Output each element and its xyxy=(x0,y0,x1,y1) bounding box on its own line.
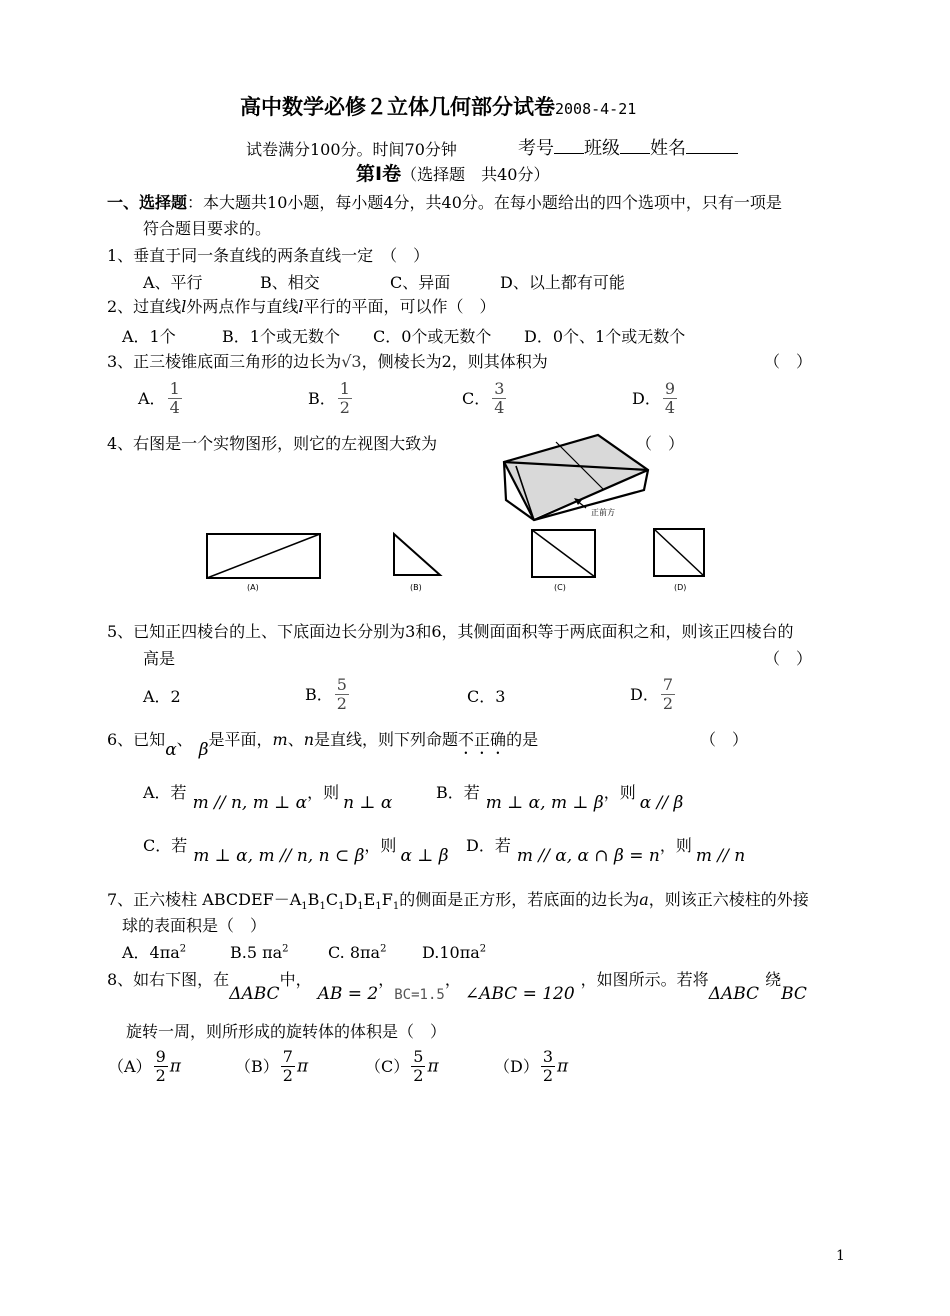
q1-stem-text: 1、垂直于同一条直线的两条直线一定 （ ） xyxy=(107,246,430,265)
q6-d-label: D．若 xyxy=(466,836,511,855)
q8-d-den: 2 xyxy=(542,1066,554,1085)
q4-b-label: (B) xyxy=(410,583,422,592)
q6-c-res: α ⊥ β xyxy=(400,846,449,866)
q6-option-b[interactable] xyxy=(436,783,684,813)
q7-sub-f: 1 xyxy=(392,901,400,913)
q5-option-b[interactable] xyxy=(305,676,351,713)
q3-a-label: A． xyxy=(138,388,166,408)
q5-b-label: B． xyxy=(305,684,333,704)
q3-paren-text: （ ） xyxy=(764,352,813,371)
q2-d-text: D．0个、1个或无数个 xyxy=(524,327,686,346)
q4-front-label: 正前方 xyxy=(591,508,615,517)
name-blank[interactable] xyxy=(686,139,738,154)
q2-c-text: C．0个或无数个 xyxy=(373,327,492,346)
q1-d-text: D、以上都有可能 xyxy=(500,273,625,292)
title-date: 2008-4-21 xyxy=(555,100,637,118)
q3-c-den: 4 xyxy=(494,398,505,417)
q8-b-num: 7 xyxy=(282,1047,293,1066)
q8-d-pi: π xyxy=(557,1056,569,1077)
q4-d-label: (D) xyxy=(674,583,687,592)
q6-d-res: m // n xyxy=(695,846,746,866)
q3-sqrt: √3 xyxy=(341,352,362,371)
q5-d-num: 7 xyxy=(662,675,674,694)
q8-stem-a: 8、如右下图，在 xyxy=(107,970,230,989)
q8-triangle-1: ΔABC xyxy=(229,984,280,1004)
q7-a-text: A．4πa xyxy=(122,943,180,962)
q7-option-b[interactable] xyxy=(230,943,289,962)
class-blank[interactable] xyxy=(620,139,650,154)
page-number xyxy=(836,1248,845,1265)
q5-d-frac xyxy=(661,676,675,713)
q4-a-label: (A) xyxy=(247,583,259,592)
q3-d-num: 9 xyxy=(664,379,676,398)
q6-d-cond: m // α, α ∩ β = n xyxy=(516,846,660,866)
q6-c-then: ，则 xyxy=(364,836,397,855)
q4-b-triangle xyxy=(394,534,440,575)
q8-rot: 绕 xyxy=(765,970,782,989)
q8-ab: AB = 2 xyxy=(317,984,379,1004)
q4-c-diagonal xyxy=(532,530,595,577)
q6-a-label: A．若 xyxy=(143,783,187,802)
class-label: 班级 xyxy=(584,138,620,159)
q4-option-d-figure[interactable] xyxy=(652,527,712,594)
q6-n: n xyxy=(303,730,315,749)
q5-paren-text: （ ） xyxy=(764,649,813,668)
q5-stem-line1: 5、已知正四棱台的上、下底面边长分别为3和6，其侧面面积等于两底面积之和，则该正四棱台的 xyxy=(107,622,794,641)
q1-c-text: C、异面 xyxy=(390,273,451,292)
q4-a-diagonal xyxy=(207,534,320,578)
q3-b-label: B． xyxy=(308,388,336,408)
q8-d-num: 3 xyxy=(542,1047,554,1066)
question-1-stem xyxy=(107,246,429,265)
q4-solid-figure xyxy=(494,430,654,525)
q8-bc2: BC xyxy=(781,984,807,1004)
name-label: 姓名 xyxy=(650,138,686,159)
q8-c-frac xyxy=(411,1048,425,1085)
q7-option-d[interactable] xyxy=(422,943,486,962)
page-title xyxy=(240,95,636,120)
q3-paren xyxy=(764,352,812,371)
q6-b-then: ，则 xyxy=(603,783,636,802)
q2-option-c[interactable] xyxy=(373,327,491,346)
q3-option-c[interactable] xyxy=(462,380,508,417)
q8-c-pi: π xyxy=(427,1056,439,1077)
q5-a-text: A．2 xyxy=(143,687,181,706)
q6-a-cond: m // n, m ⊥ α xyxy=(192,793,308,813)
title-text: 高中数学必修２立体几何部分试卷 xyxy=(240,95,555,119)
question-7-stem-2 xyxy=(122,916,266,935)
q5-d-den: 2 xyxy=(662,694,674,713)
q8-option-c[interactable] xyxy=(365,1048,439,1085)
q8-comma-1: ， xyxy=(378,970,395,989)
exam-no-blank[interactable] xyxy=(554,139,584,154)
question-2-stem xyxy=(107,297,495,316)
q4-paren-text: （ ） xyxy=(636,434,685,453)
question-3-stem xyxy=(107,352,548,371)
q5-b-den: 2 xyxy=(336,694,347,713)
q2-line-var-1: l xyxy=(181,297,187,316)
q8-a-pi: π xyxy=(169,1056,181,1077)
q6-stem-e: 的是 xyxy=(506,730,539,749)
q6-not-correct: 不正确 xyxy=(458,730,507,749)
q7-option-c[interactable] xyxy=(328,943,386,962)
q5-stem-line2: 高是 xyxy=(143,649,176,668)
q2-option-b[interactable] xyxy=(222,327,340,346)
page-number-text: 1 xyxy=(836,1248,845,1264)
q3-option-b[interactable] xyxy=(308,380,354,417)
q3-b-num: 1 xyxy=(339,379,350,398)
question-5-stem-2 xyxy=(143,649,175,668)
q6-stem-b: 是平面， xyxy=(208,730,273,749)
q1-option-d[interactable] xyxy=(500,273,625,292)
q8-b-label: （B） xyxy=(235,1056,279,1076)
q3-stem-a: 3、正三棱锥底面三角形的边长为 xyxy=(107,352,342,371)
q3-option-d[interactable] xyxy=(632,380,679,417)
q7-stem-a: 7、正六棱柱 ABCDEF－A xyxy=(107,890,302,909)
exam-info xyxy=(246,140,457,159)
q6-paren xyxy=(700,730,748,749)
q3-b-den: 2 xyxy=(339,398,350,417)
q6-a-res: n ⊥ α xyxy=(343,793,393,813)
q8-d-label: （D） xyxy=(494,1056,539,1076)
q1-option-c[interactable] xyxy=(390,273,450,292)
question-8-stem xyxy=(107,970,807,1004)
q5-option-a[interactable] xyxy=(143,687,181,706)
q8-a-den: 2 xyxy=(155,1066,166,1085)
question-4-stem xyxy=(107,434,437,453)
section-desc-2 xyxy=(143,219,271,238)
q4-option-c-figure[interactable] xyxy=(530,528,600,594)
q8-b-frac xyxy=(281,1048,295,1085)
q8-comma-2: ， xyxy=(444,970,461,989)
q6-beta: β xyxy=(198,740,209,760)
section-desc-line1: ：本大题共10小题，每小题4分，共40分。在每小题给出的四个选项中，只有一项是 xyxy=(187,193,782,212)
q8-bc: BC=1.5 xyxy=(394,987,445,1003)
q5-option-c[interactable] xyxy=(467,687,505,706)
q7-sub-a: 1 xyxy=(301,901,308,913)
q7-sub-b: 1 xyxy=(319,901,326,913)
part-note: （选择题 共40分） xyxy=(401,165,550,184)
q7-a-sup: 2 xyxy=(179,943,187,955)
q1-option-b[interactable] xyxy=(260,273,320,292)
q6-alpha: α xyxy=(165,740,177,760)
question-6-stem xyxy=(107,730,538,758)
q1-b-text: B、相交 xyxy=(260,273,320,292)
q1-option-a[interactable] xyxy=(143,273,203,292)
q2-a-text: A．1个 xyxy=(122,327,176,346)
q8-a-frac xyxy=(154,1048,168,1085)
q8-b-den: 2 xyxy=(282,1066,293,1085)
question-8-stem-2 xyxy=(126,1022,446,1041)
q4-option-b-figure[interactable] xyxy=(390,530,450,594)
q6-option-c[interactable] xyxy=(143,836,449,866)
q8-c-den: 2 xyxy=(413,1066,424,1085)
q3-stem-b: ，侧棱长为2，则其体积为 xyxy=(361,352,548,371)
q7-sub-c: 1 xyxy=(338,901,345,913)
question-7-stem: 7、正六棱柱 $ABCDEF-A_1B_1C_1D_1E_1F_1$的侧面是正方形，若底面的边长为a，则该正六棱柱的外接 xyxy=(107,890,809,913)
section-desc-line2: 符合题目要求的。 xyxy=(143,219,272,238)
q6-b-cond: m ⊥ α, m ⊥ β xyxy=(485,793,604,813)
exam-info-text: 试卷满分100分。时间70分钟 xyxy=(246,140,457,159)
q8-option-a[interactable] xyxy=(108,1048,181,1085)
q7-sub-e: 1 xyxy=(375,901,382,913)
q7-b-text: B.5 πa xyxy=(230,943,283,962)
q6-option-d[interactable] xyxy=(466,836,746,866)
q8-d-frac xyxy=(541,1048,555,1085)
q6-sep: 、 xyxy=(176,730,193,749)
q2-stem-a: 2、过直线 xyxy=(107,297,182,316)
q8-b-pi: π xyxy=(296,1056,309,1077)
q6-c-label: C．若 xyxy=(143,836,188,855)
q3-d-den: 4 xyxy=(664,398,676,417)
q6-m: m xyxy=(272,730,288,749)
q7-stem-line2: 球的表面积是（ ） xyxy=(122,916,267,935)
section-label: 一、选择题 xyxy=(107,193,188,212)
q5-d-label: D． xyxy=(630,684,659,704)
q2-stem-c: 平行的平面，可以作（ ） xyxy=(303,297,496,316)
q8-stem-c: ，如图所示。若将 xyxy=(580,970,709,989)
q3-c-frac xyxy=(492,380,506,417)
q3-d-frac xyxy=(663,380,677,417)
q6-b-label: B．若 xyxy=(436,783,480,802)
q7-b-sup: 2 xyxy=(282,943,289,955)
q8-stem-line2: 旋转一周，则所形成的旋转体的体积是（ ） xyxy=(126,1022,447,1041)
q8-stem-b: 中， xyxy=(279,970,312,989)
q7-sub-d: 1 xyxy=(357,901,364,913)
q4-stem-text: 4、右图是一个实物图形，则它的左视图大致为 xyxy=(107,434,438,453)
q5-b-num: 5 xyxy=(336,675,347,694)
q2-stem-b: 外两点作与直线 xyxy=(186,297,299,316)
q3-c-num: 3 xyxy=(494,379,505,398)
q6-b-res: α // β xyxy=(639,793,684,813)
q7-a-var: a xyxy=(639,890,649,909)
q6-stem-a: 6、已知 xyxy=(107,730,166,749)
q7-c-text: C. 8πa xyxy=(328,943,381,962)
q3-option-a[interactable] xyxy=(138,380,184,417)
q1-a-text: A、平行 xyxy=(143,273,203,292)
q3-a-den: 4 xyxy=(169,398,180,417)
part-title: 第Ⅰ卷 xyxy=(356,163,402,185)
q8-a-num: 9 xyxy=(155,1047,166,1066)
q8-c-num: 5 xyxy=(413,1047,424,1066)
q6-stem-c: 、 xyxy=(287,730,304,749)
q4-c-label: (C) xyxy=(554,583,566,592)
q8-c-label: （C） xyxy=(365,1056,410,1076)
q6-d-then: ，则 xyxy=(659,836,692,855)
q3-d-label: D． xyxy=(632,388,661,408)
q8-option-b[interactable] xyxy=(235,1048,308,1085)
q7-option-a[interactable] xyxy=(122,943,186,962)
q2-option-d[interactable] xyxy=(524,327,685,346)
q3-a-num: 1 xyxy=(169,379,180,398)
q2-option-a[interactable] xyxy=(122,327,176,346)
q5-option-d[interactable] xyxy=(630,676,677,713)
q5-paren xyxy=(764,649,812,668)
q6-paren-text: （ ） xyxy=(700,730,749,749)
q3-b-frac xyxy=(338,380,352,417)
q4-d-diagonal xyxy=(654,529,704,576)
q2-b-text: B．1个或无数个 xyxy=(222,327,340,346)
q6-option-a[interactable] xyxy=(143,783,393,813)
q7-stem-c: ，则该正六棱柱的外接 xyxy=(648,890,809,909)
exam-no-label: 考号 xyxy=(518,138,554,159)
q8-option-d[interactable] xyxy=(494,1048,568,1085)
part-heading xyxy=(356,163,549,186)
q7-d-text: D.10πa xyxy=(422,943,480,962)
q8-angle: ∠ABC = 120 xyxy=(464,984,575,1004)
q4-option-a-figure[interactable] xyxy=(205,532,323,594)
q6-c-cond: m ⊥ α, m // n, n ⊂ β xyxy=(193,846,365,866)
student-fields xyxy=(518,138,738,160)
q7-c-sup: 2 xyxy=(380,943,387,955)
q7-d-sup: 2 xyxy=(479,943,487,955)
q6-stem-d: 是直线，则下列命题 xyxy=(314,730,459,749)
q5-b-frac xyxy=(335,676,349,713)
q8-a-label: （A） xyxy=(108,1056,152,1076)
q8-triangle-2: ΔABC xyxy=(708,984,760,1004)
q6-a-then: ，则 xyxy=(307,783,340,802)
section-desc xyxy=(107,193,782,212)
q5-c-text: C．3 xyxy=(467,687,506,706)
q7-stem-b: 的侧面是正方形，若底面的边长为 xyxy=(399,890,640,909)
q3-c-label: C． xyxy=(462,388,491,408)
q2-line-var-2: l xyxy=(298,297,304,316)
q3-a-frac xyxy=(168,380,182,417)
question-5-stem xyxy=(107,622,794,641)
